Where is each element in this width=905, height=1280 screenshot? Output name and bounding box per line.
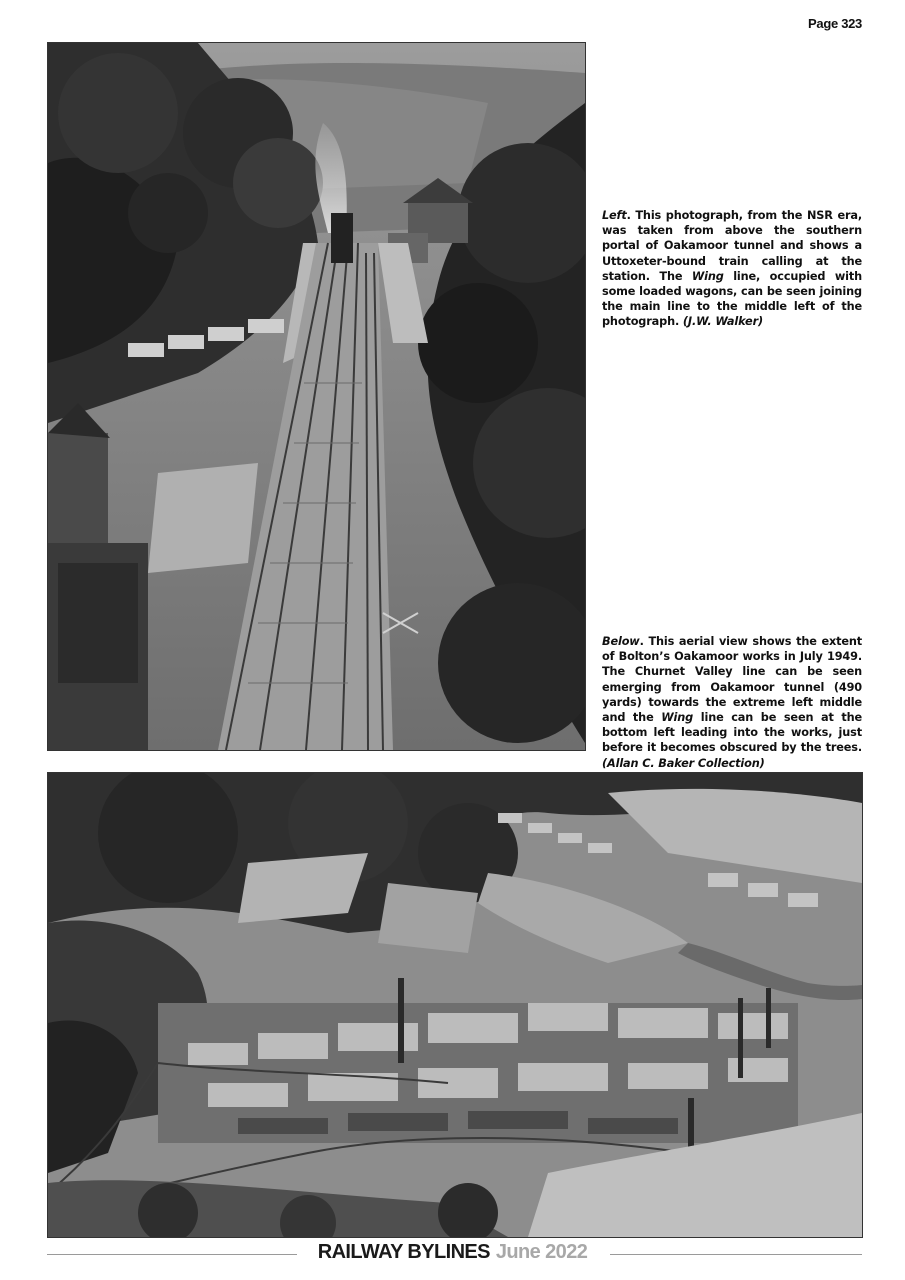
caption-top (602, 208, 862, 330)
caption-top-lead: Left (602, 209, 627, 222)
caption-top-text-1: . This photograph, from the NSR era, was taken from above the southern portal of Oakamoor tunnel and shows a Uttoxeter-bound train calling at the station. The (602, 209, 862, 283)
footer-magazine: RAILWAY BYLINES (317, 1241, 490, 1263)
page-number: Page 323 (808, 16, 862, 31)
footer-issue: June 2022 (495, 1241, 588, 1263)
caption-bottom-lead: Below (602, 635, 640, 648)
caption-top-wing: Wing (691, 269, 724, 283)
caption-bottom (602, 634, 862, 771)
station-photo-illustration (48, 43, 585, 750)
aerial-photo-illustration (48, 773, 862, 1237)
caption-bottom-wing: Wing (661, 711, 694, 725)
caption-bottom-text-1: . This aerial view shows the extent of Bolton’s Oakamoor works in July 1949. The Churnet Valley line can be seen emerging from Oakamoor tunnel (490 yards) towards the extreme left middle and the (602, 635, 862, 725)
caption-bottom-text-2: line can be seen at the bottom left leading into the works, just before it becomes obscured by the trees. (602, 711, 862, 755)
photo-aerial-works (47, 772, 863, 1238)
caption-top-text-2: line, occupied with some loaded wagons, can be seen joining the main line to the middle left of the photograph. (602, 269, 862, 329)
footer (0, 1241, 905, 1264)
caption-bottom-credit: (Allan C. Baker Collection) (602, 756, 765, 770)
photo-station-view (47, 42, 586, 751)
caption-top-credit: (J.W. Walker) (682, 315, 763, 329)
